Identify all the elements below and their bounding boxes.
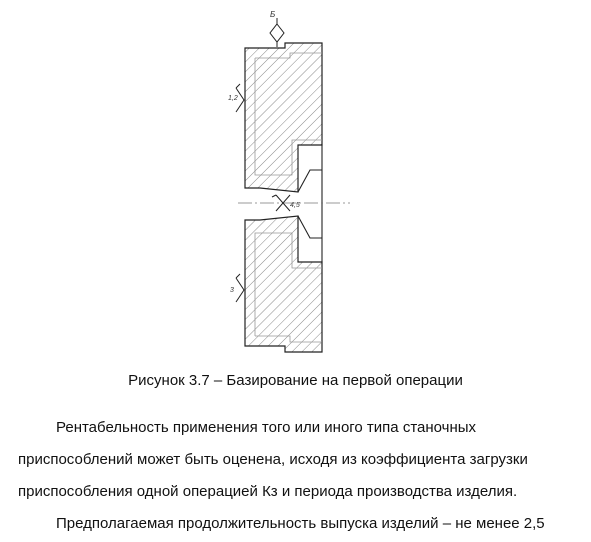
figure-caption: Рисунок 3.7 – Базирование на первой операции [128,372,463,389]
paragraph-1-line-2: приспособлений может быть оценена, исходя из коэффициента загрузки [18,451,528,468]
center-support-label: 4,5 [290,202,300,209]
bore-profile [298,145,322,262]
paragraph-1-line-3: приспособления одной операцией Кз и периода производства изделия. [18,483,518,500]
datum-symbol [270,18,284,47]
paragraph-2 [18,508,578,540]
part-section-lower [245,216,322,352]
paragraph-1 [18,412,578,508]
support-label-1: 1,2 [228,95,238,102]
support-symbol-2 [236,274,244,302]
paragraph-2-line-1: Предполагаемая продолжительность выпуска изделий – не менее 2,5 [56,515,545,532]
paragraph-1-line-1: Рентабельность применения того или иного типа станочных [56,419,477,436]
support-label-2: 3 [230,287,234,294]
datum-label: Б [270,10,276,19]
